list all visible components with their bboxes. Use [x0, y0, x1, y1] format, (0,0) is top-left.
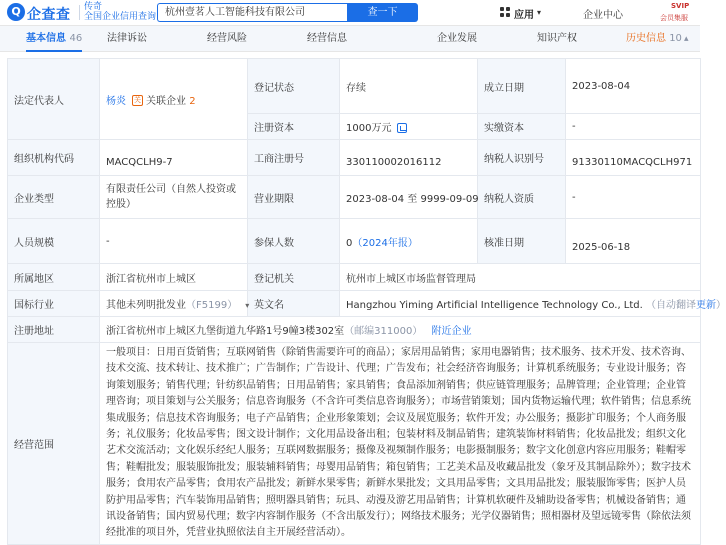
section-tabs — [0, 26, 700, 52]
industry-label: 国标行业 — [8, 291, 100, 317]
taxpayer-id-label: 纳税人识别号 — [478, 140, 566, 176]
authority-value: 杭州市上城区市场监督管理局 — [340, 264, 701, 291]
tab-history[interactable] — [626, 26, 682, 52]
est-date-value: 2023-08-04 — [566, 59, 701, 114]
taxpayer-id-value: 91330110MACQCLH971 — [566, 140, 701, 176]
apps-menu-label[interactable]: 应用 — [514, 10, 534, 21]
insured-report-link[interactable]: （2024年报） — [352, 237, 418, 249]
table-row — [8, 176, 701, 219]
chevron-up-icon[interactable]: ▴ — [684, 34, 689, 44]
chevron-down-icon[interactable]: ▾ — [537, 8, 542, 17]
tab-label: 法律诉讼 — [107, 33, 147, 44]
est-date-label: 成立日期 — [478, 59, 566, 114]
enterprise-center-link[interactable]: 企业中心 — [583, 10, 623, 21]
business-scope-value: 一般项目：日用百货销售；互联网销售（除销售需要许可的商品）；家居用品销售；家用电器销售；技术服务、技术开发、技术咨询、技术交流、技术转让、技术推广；广告制作；广告设计、代理；广告发布；社会经济咨询服务；计算机系统服务；专业设计服务；咨询策划服务；销售代理；针纺织品销售；日用品销售；家具销售；食品添加剂销售；供应链管理服务；品牌管理；企业管理；企业管理咨询；项目策划与公关服务；信息咨询服务（不含许可类信息咨询服务）；市场营销策划；国内货物运输代理；软件销售；信息系统集成服务；信息技术咨询服务；电子产品销售；企业形象策划；会议及展览服务；软件开发；办公服务；摄影扩印服务；个人商务服务；礼仪服务；化妆品零售；图文设计制作；文化用品设备出租；包装材料及制品销售；建筑装饰材料销售；化妆品批发；组织文化艺术交流活动；文化娱乐经纪人服务；互联网数据服务；摄像及视频制作服务；电影摄制服务；数字文化创意内容应用服务；鞋帽零售；鞋帽批发；服装服饰批发；服装辅料销售；母婴用品销售；箱包销售；工艺美术品及收藏品批发（象牙及其制品除外）；数字技术服务；食用农产品零售；食用农产品批发；新鲜水果零售；新鲜水果批发；文具用品零售；文具用品批发；服装服饰零售；医护人员防护用品零售；汽车装饰用品销售；照明器具销售；玩具、动漫及游艺用品销售；计算机软硬件及辅助设备零售；机械设备销售；通讯设备销售；国内贸易代理；数字内容制作服务（不含出版发行）；网络技术服务；光学仪器销售；照相器材及望远镜零售（除依法须经批准的项目外，凭营业执照依法自主开展经营活动）。 — [100, 343, 701, 545]
tab-label: 经营信息 — [307, 33, 347, 44]
related-company-tag[interactable]: 关联企业 — [146, 95, 186, 107]
tab-operations[interactable] — [307, 26, 347, 52]
logo-slogan-bottom: 全国企业信用查询 — [84, 12, 157, 22]
industry-cell — [100, 291, 248, 317]
table-row — [8, 140, 701, 176]
logo-text[interactable]: 企查查 — [27, 7, 71, 23]
table-row — [8, 219, 701, 264]
legal-rep-label: 法定代表人 — [8, 59, 100, 140]
paid-capital-value: - — [566, 114, 701, 140]
industry-code: （F5199） — [186, 300, 238, 311]
table-row — [8, 59, 701, 114]
insured-label: 参保人数 — [248, 219, 340, 264]
staff-size-value: - — [100, 219, 248, 264]
basic-info-table — [7, 58, 726, 545]
address-value: 浙江省杭州市上城区九堡街道九华路1号9幢3楼302室 — [106, 326, 345, 337]
address-cell — [100, 317, 701, 343]
biz-reg-no-label: 工商注册号 — [248, 140, 340, 176]
table-row — [8, 264, 701, 291]
taxpayer-qual-label: 纳税人资质 — [478, 176, 566, 219]
search-button[interactable]: 查一下 — [347, 3, 418, 22]
tab-count: 10 — [669, 33, 682, 44]
tab-risk[interactable] — [207, 26, 247, 52]
chart-icon[interactable] — [397, 123, 407, 133]
industry-value: 其他未列明批发业 — [106, 300, 186, 311]
biz-term-label: 营业期限 — [248, 176, 340, 219]
logo-divider — [79, 5, 80, 20]
tab-development[interactable] — [437, 26, 477, 52]
tab-label: 基本信息 — [26, 33, 66, 44]
company-type-value: 有限责任公司（自然人投资或控股） — [100, 176, 248, 219]
staff-size-label: 人员规模 — [8, 219, 100, 264]
postcode-value: （邮编311000） — [344, 326, 423, 337]
tab-label: 企业发展 — [437, 33, 477, 44]
table-row — [8, 343, 701, 545]
reg-capital-label: 注册资本 — [248, 114, 340, 140]
related-company-icon: 关 — [134, 96, 141, 104]
region-label: 所属地区 — [8, 264, 100, 291]
tab-label: 历史信息 — [626, 33, 666, 44]
region-value: 浙江省杭州市上城区 — [100, 264, 248, 291]
address-label: 注册地址 — [8, 317, 100, 343]
tab-label: 经营风险 — [207, 33, 247, 44]
tab-ip[interactable] — [537, 26, 577, 52]
approval-date-value: 2025-06-18 — [566, 219, 701, 264]
legal-rep-cell — [100, 59, 248, 140]
chevron-down-icon[interactable]: ▾ — [245, 301, 250, 310]
top-header — [0, 0, 700, 26]
english-name-value: Hangzhou Yiming Artificial Intelligence Technology Co., Ltd. — [346, 300, 643, 311]
biz-reg-no-value: 330110002016112 — [340, 140, 478, 176]
update-translation-link[interactable]: 更新 — [696, 300, 717, 311]
apps-grid-icon[interactable] — [500, 7, 511, 18]
auto-translate-note: （自动翻译 — [646, 300, 697, 311]
tab-basic-info[interactable] — [26, 26, 82, 52]
scope-label: 经营范围 — [8, 343, 100, 545]
table-row — [8, 291, 701, 317]
tab-label: 知识产权 — [537, 33, 577, 44]
org-code-label: 组织机构代码 — [8, 140, 100, 176]
legal-rep-name[interactable]: 杨炎 — [106, 95, 126, 107]
authority-label: 登记机关 — [248, 264, 340, 291]
org-code-value: MACQCLH9-7 — [100, 140, 248, 176]
company-type-label: 企业类型 — [8, 176, 100, 219]
taxpayer-qual-value: - — [566, 176, 701, 219]
biz-term-value: 2023-08-04 至 9999-09-09 — [340, 176, 478, 219]
reg-status-value: 存续 — [340, 59, 478, 114]
insured-cell — [340, 219, 478, 264]
reg-capital-cell — [340, 114, 478, 140]
table-row — [8, 317, 701, 343]
reg-capital-value: 1000万元 — [346, 123, 392, 134]
related-company-count[interactable]: 2 — [189, 95, 196, 107]
nearby-companies-link[interactable]: 附近企业 — [431, 326, 472, 337]
vip-badge-bottom: 会员集服 — [660, 14, 688, 22]
search-input[interactable]: 杭州壹茗人工智能科技有限公司 — [157, 3, 347, 22]
tab-legal[interactable] — [107, 26, 147, 52]
insured-value: 0 — [346, 237, 353, 249]
auto-translate-close: ） — [716, 300, 726, 311]
english-name-label: 英文名 — [248, 291, 340, 317]
logo-icon[interactable]: Q — [7, 3, 25, 21]
logo-slogan-top: 传奇 — [84, 2, 103, 12]
reg-status-label: 登记状态 — [248, 59, 340, 114]
paid-capital-label: 实缴资本 — [478, 114, 566, 140]
english-name-cell — [340, 291, 726, 317]
vip-badge-top: SVIP — [671, 2, 690, 10]
approval-date-label: 核准日期 — [478, 219, 566, 264]
tab-count: 46 — [69, 33, 83, 44]
vip-badge-icon[interactable] — [660, 2, 696, 24]
